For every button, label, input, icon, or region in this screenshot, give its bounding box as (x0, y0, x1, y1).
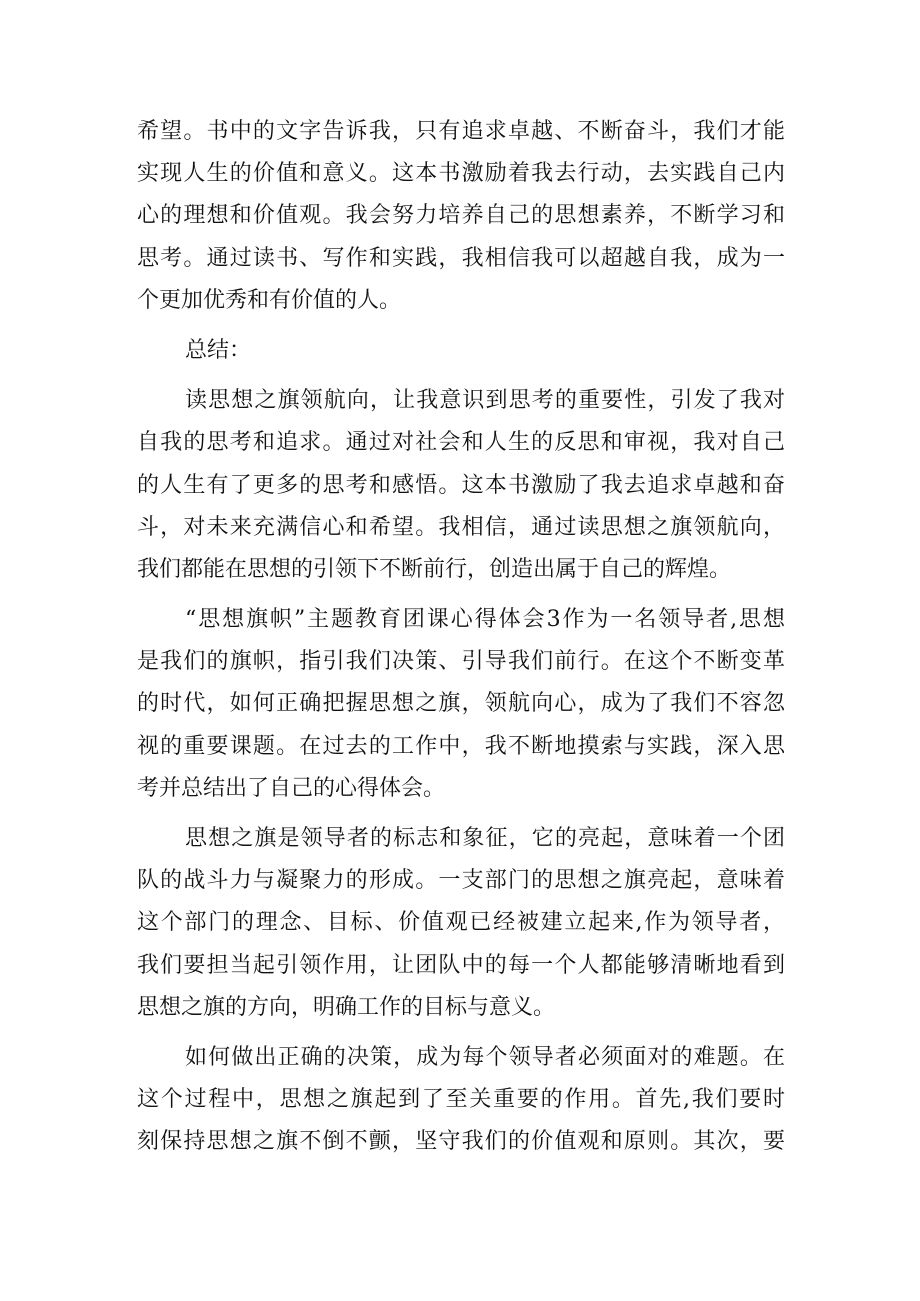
text-line: 希望。书中的文字告诉我，只有追求卓越、不断奋斗，我们才能 (137, 119, 785, 144)
text-line: 思考。通过读书、写作和实践，我相信我可以超越自我，成为一 (137, 245, 785, 271)
paragraph-gap (137, 372, 785, 380)
paragraph-leader-intro (137, 599, 785, 810)
text-line: 读思想之旗领航向，让我意识到思考的重要性，引发了我对 (185, 388, 785, 414)
text-line: 思想之旗是领导者的标志和象征，它的亮起，意味着一个团 (185, 826, 785, 851)
document-body (137, 111, 785, 1164)
text-line: 考并总结出了自己的心得体会。 (137, 775, 446, 801)
text-line: 心的理想和价值观。我会努力培养自己的思想素养，不断学习和 (137, 203, 785, 229)
text-line: 刻保持思想之旗不倒不颤，坚守我们的价值观和原则。其次，要 (137, 1129, 785, 1155)
text-line: 这个过程中，思想之旗起到了至关重要的作用。首先,我们要时 (137, 1087, 785, 1113)
text-line: 是我们的旗帜，指引我们决策、引导我们前行。在这个不断变革 (137, 649, 785, 675)
paragraph-gap (137, 591, 785, 599)
text-line: “思想旗帜”主题教育团课心得体会3作为一名领导者,思想 (185, 607, 785, 633)
text-line: 这个部门的理念、目标、价值观已经被建立起来,作为领导者， (137, 910, 785, 936)
paragraph-continued-hope (137, 111, 785, 322)
text-line: 如何做出正确的决策，成为每个领导者必须面对的难题。在 (185, 1044, 785, 1070)
text-line: 我们都能在思想的引领下不断前行，创造出属于自己的辉煌。 (137, 556, 732, 582)
text-line: 我们要担当起引领作用，让团队中的每一个人都能够清晰地看到 (137, 952, 785, 978)
paragraph-gap (137, 1029, 785, 1037)
paragraph-gap (137, 322, 785, 330)
paragraph-summary (137, 380, 785, 591)
text-line: 实现人生的价值和意义。这本书激励着我去行动，去实践自己内 (137, 161, 785, 187)
paragraph-gap (137, 810, 785, 818)
text-line: 的时代，如何正确把握思想之旗，领航向心，成为了我们不容忽 (137, 691, 785, 717)
text-line: 个更加优秀和有价值的人。 (137, 287, 402, 313)
paragraph-flag-symbol (137, 818, 785, 1029)
text-line: 斗，对未来充满信心和希望。我相信，通过读思想之旗领航向， (137, 514, 785, 540)
paragraph-decisions (137, 1037, 785, 1164)
text-line: 视的重要课题。在过去的工作中，我不断地摸索与实践，深入思 (137, 733, 785, 759)
text-line: 的人生有了更多的思考和感悟。这本书激励了我去追求卓越和奋 (137, 472, 785, 498)
text-line: 思想之旗的方向，明确工作的目标与意义。 (137, 994, 556, 1020)
text-line: 总结： (185, 337, 252, 363)
paragraph-summary-heading (137, 330, 785, 372)
text-line: 队的战斗力与凝聚力的形成。一支部门的思想之旗亮起，意味着 (137, 868, 785, 894)
text-line: 自我的思考和追求。通过对社会和人生的反思和审视，我对自己 (137, 430, 785, 456)
